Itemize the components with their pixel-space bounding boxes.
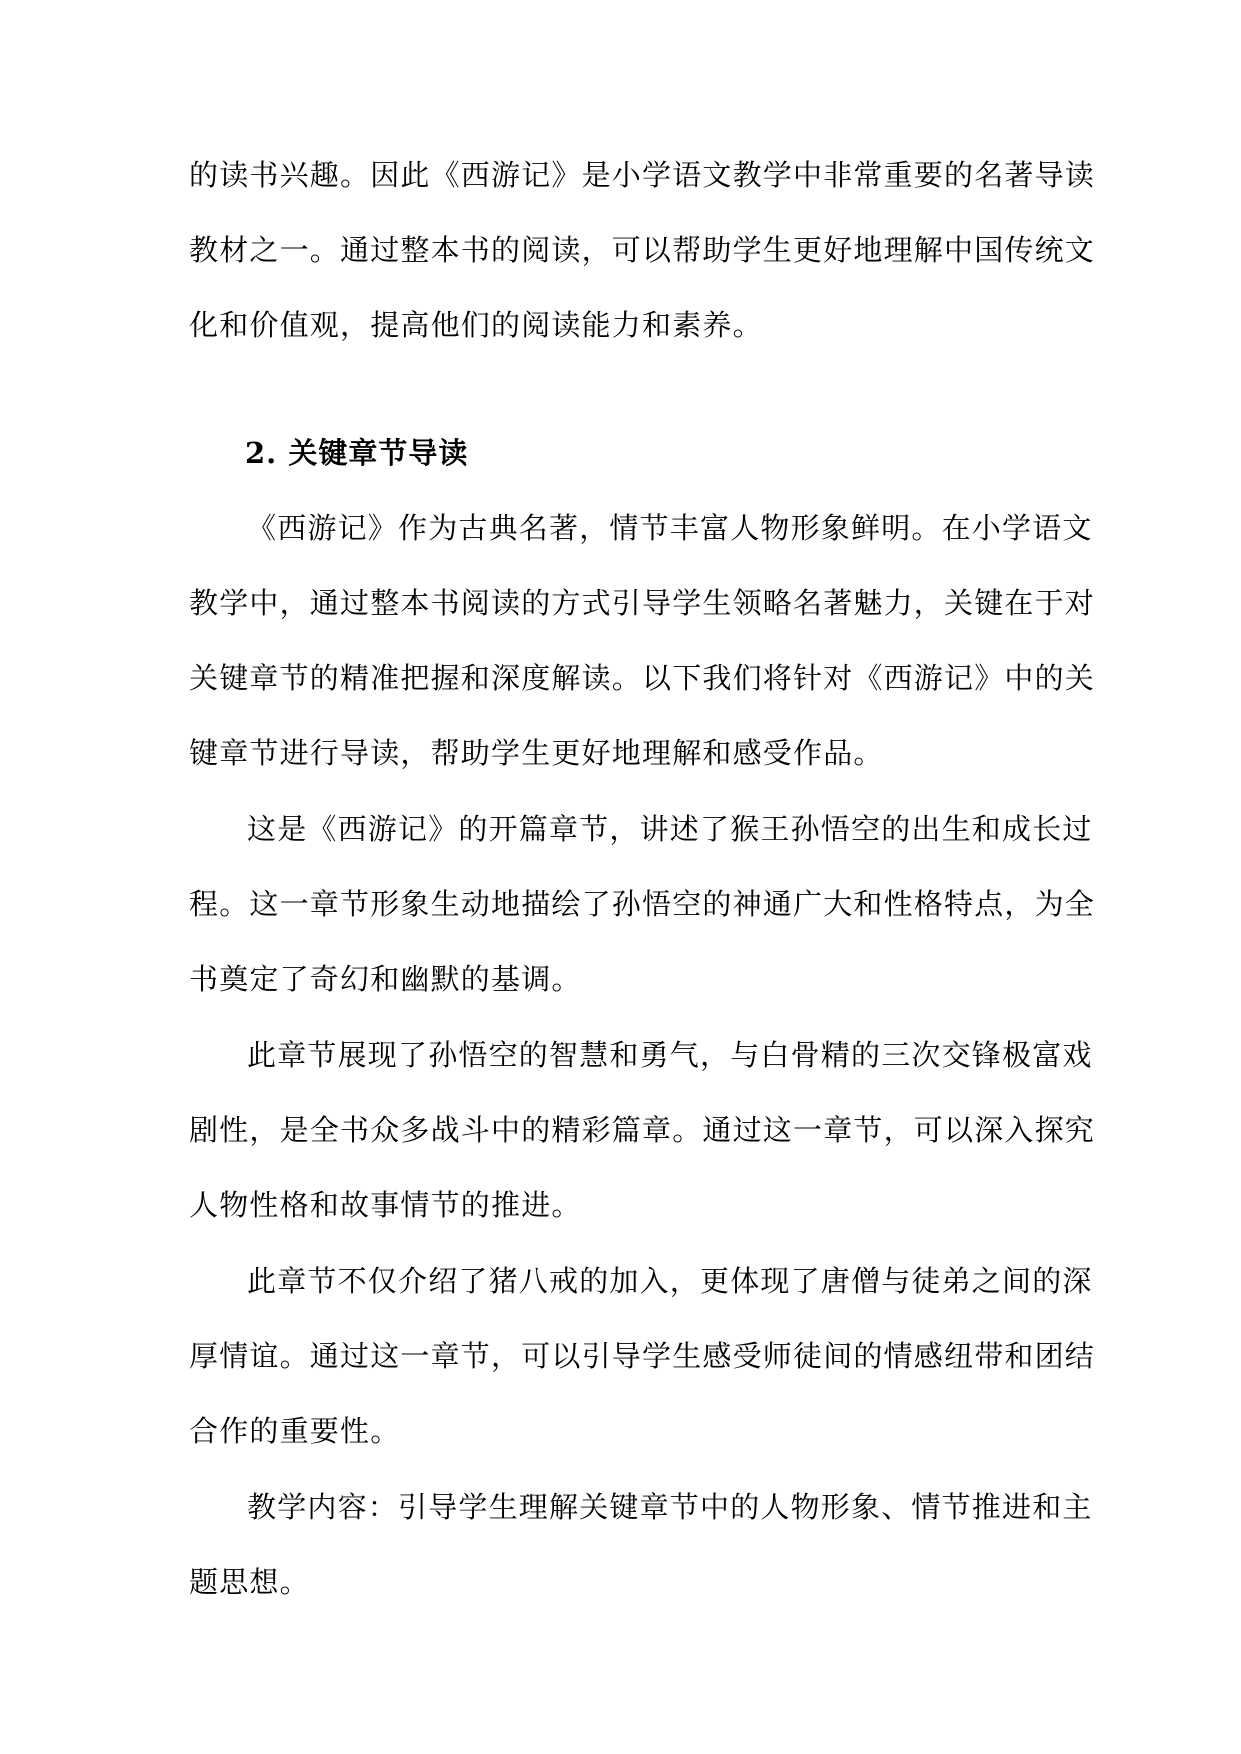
paragraph-line: 的读书兴趣。因此《西游记》是小学语文教学中非常重要的名著导读 <box>189 158 1096 192</box>
paragraph-line: 此章节不仅介绍了猪八戒的加入，更体现了唐僧与徒弟之间的深 <box>247 1264 1093 1298</box>
paragraph-line: 书奠定了奇幻和幽默的基调。 <box>189 962 582 996</box>
paragraph-line: 合作的重要性。 <box>189 1414 401 1448</box>
paragraph-line: 题思想。 <box>189 1565 310 1599</box>
paragraph-line: 教材之一。通过整本书的阅读，可以帮助学生更好地理解中国传统文 <box>189 233 1096 267</box>
paragraph-line: 键章节进行导读，帮助学生更好地理解和感受作品。 <box>189 736 884 770</box>
paragraph-zhu-bajie <box>189 1244 1096 1469</box>
paragraph-white-bone-demon <box>189 1018 1096 1243</box>
paragraph-line: 此章节展现了孙悟空的智慧和勇气，与白骨精的三次交锋极富戏 <box>247 1038 1093 1072</box>
document-page <box>189 138 1096 1620</box>
section-heading <box>189 416 1053 491</box>
paragraph-opening-chapter <box>189 792 1096 1017</box>
paragraph-line: 这是《西游记》的开篇章节，讲述了猴王孙悟空的出生和成长过 <box>247 812 1093 846</box>
paragraph-line: 化和价值观，提高他们的阅读能力和素养。 <box>189 308 763 342</box>
paragraph-line: 人物性格和故事情节的推进。 <box>189 1188 582 1222</box>
section-title: 关键章节导读 <box>288 436 469 470</box>
paragraph-line: 教学内容：引导学生理解关键章节中的人物形象、情节推进和主 <box>247 1490 1093 1524</box>
paragraph-line: 厚情谊。通过这一章节，可以引导学生感受师徒间的情感纽带和团结 <box>189 1339 1096 1373</box>
paragraph-line: 剧性，是全书众多战斗中的精彩篇章。通过这一章节，可以深入探究 <box>189 1113 1096 1147</box>
paragraph-line: 《西游记》作为古典名著，情节丰富人物形象鲜明。在小学语文 <box>247 511 1093 545</box>
paragraph-line: 程。这一章节形象生动地描绘了孙悟空的神通广大和性格特点，为全 <box>189 887 1096 921</box>
paragraph-line: 教学中，通过整本书阅读的方式引导学生领略名著魅力，关键在于对 <box>189 586 1096 620</box>
section-number: 2. <box>245 436 278 470</box>
paragraph-chapter-overview <box>189 491 1096 791</box>
paragraph-line: 关键章节的精准把握和深度解读。以下我们将针对《西游记》中的关 <box>189 661 1096 695</box>
paragraph-teaching-content <box>189 1470 1093 1620</box>
intro-paragraph <box>189 138 1096 363</box>
